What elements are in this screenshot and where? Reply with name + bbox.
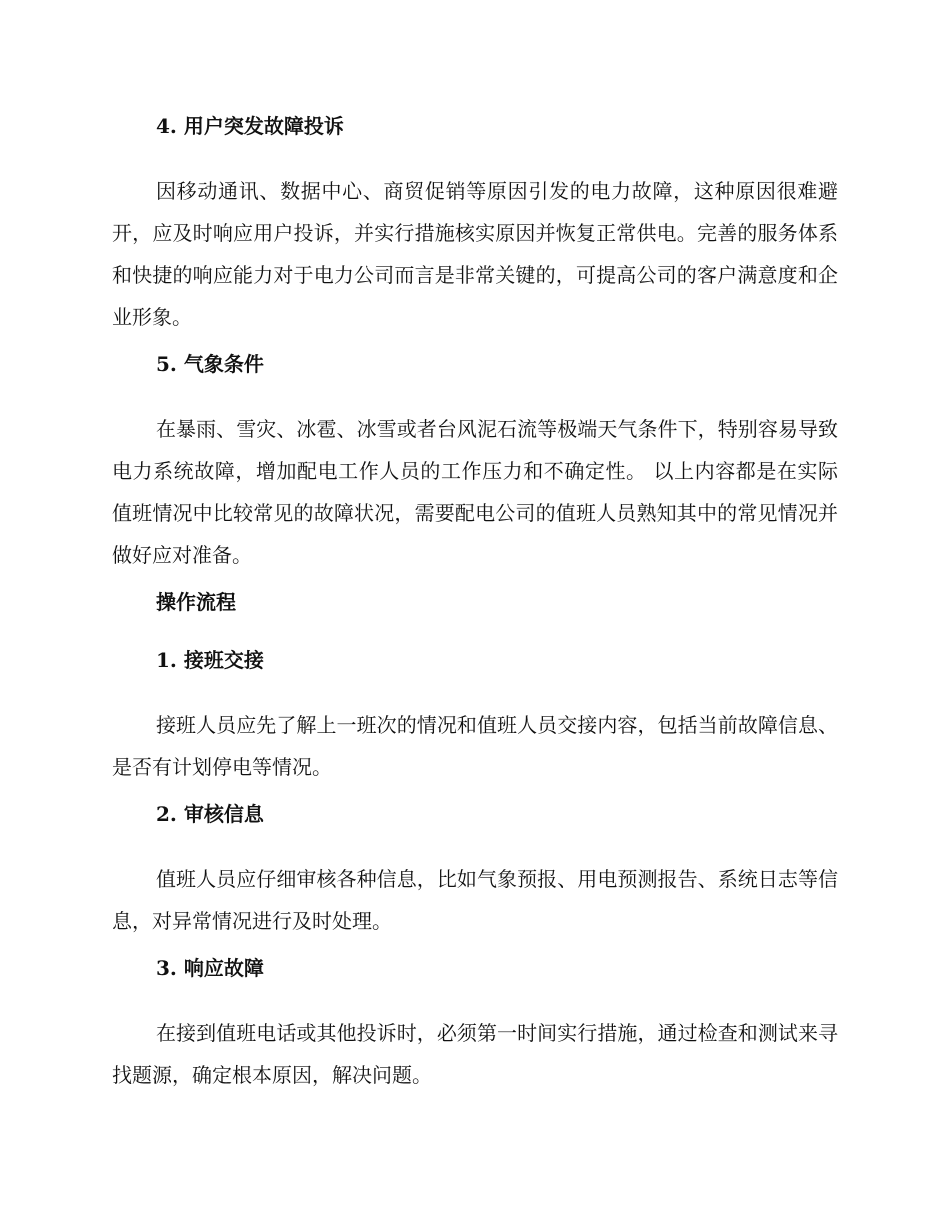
paragraph-weather: 在暴雨、雪灾、冰雹、冰雪或者台风泥石流等极端天气条件下，特别容易导致电力系统故障，增加配电工作人员的工作压力和不确定性。 以上内容都是在实际值班情况中比较常见的故障状况，需要配电公司的值班人员熟知其中的常见情况并做好应对准备。 (112, 417, 838, 567)
paragraph-respond-fault: 在接到值班电话或其他投诉时，必须第一时间实行措施，通过检查和测试来寻找题源，确定根本原因，解决问题。 (112, 1021, 838, 1087)
section-heading-respond-fault: 3. 响应故障 (156, 956, 264, 980)
paragraph-shift-handover: 接班人员应先了解上一班次的情况和值班人员交接内容，包括当前故障信息、是否有计划停电等情况。 (112, 713, 838, 779)
paragraph-review-info: 值班人员应仔细审核各种信息，比如气象预报、用电预测报告、系统日志等信息，对异常情况进行及时处理。 (112, 867, 838, 933)
paragraph-user-complaints: 因移动通讯、数据中心、商贸促销等原因引发的电力故障，这种原因很难避开，应及时响应用户投诉，并实行措施核实原因并恢复正常供电。完善的服务体系和快捷的响应能力对于电力公司而言是非常关键的，可提高公司的客户满意度和企业形象。 (112, 179, 838, 329)
section-heading-user-complaints: 4. 用户突发故障投诉 (156, 114, 344, 138)
section-heading-weather: 5. 气象条件 (156, 352, 264, 376)
section-heading-procedure: 操作流程 (156, 590, 236, 614)
section-heading-review-info: 2. 审核信息 (156, 802, 264, 826)
section-heading-shift-handover: 1. 接班交接 (156, 648, 264, 672)
